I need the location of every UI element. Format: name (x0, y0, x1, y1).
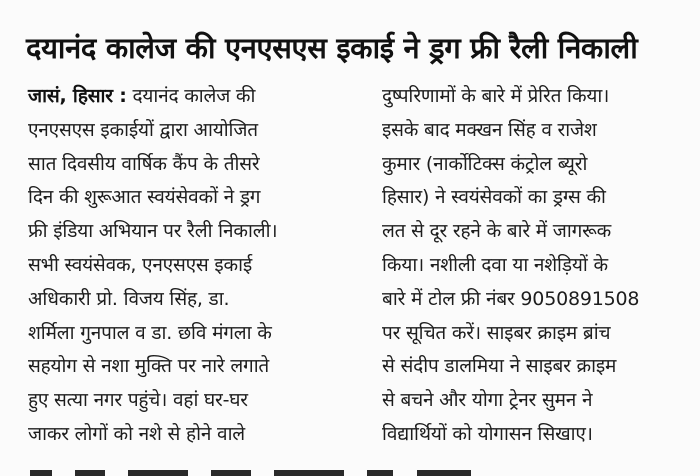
article-headline: दयानंद कालेज की एनएसएस इकाई ने ड्रग फ्री रैली निकाली (26, 31, 638, 65)
article-line: से संदीप डालमिया ने साइबर क्राइम (382, 355, 617, 378)
article-line: अधिकारी प्रो. विजय सिंह, डा. (28, 287, 230, 310)
cropped-glyph-stroke (274, 470, 344, 476)
article-column-left (28, 80, 358, 452)
cropped-glyph-stroke (367, 470, 393, 476)
cropped-glyph-stroke (417, 470, 471, 476)
article-line: कुमार (नार्कोटिक्स कंट्रोल ब्यूरो (382, 152, 588, 175)
article-line: जासं, हिसार : दयानंद कालेज की (28, 85, 256, 107)
article-column-right (382, 80, 687, 452)
cropped-glyph-stroke (128, 470, 188, 476)
article-line: दुष्परिणामों के बारे में प्रेरित किया। (382, 85, 610, 107)
article-line: सात दिवसीय वार्षिक कैंप के तीसरे (28, 152, 260, 175)
article-line: से बचने और योगा ट्रेनर सुमन ने (382, 389, 593, 412)
article-line: दिन की शुरूआत स्वयंसेवकों ने ड्रग (28, 186, 261, 209)
article-line: एनएसएस इकाईयों द्वारा आयोजित (28, 118, 258, 141)
article-byline: जासं, हिसार : (28, 85, 127, 107)
article-line: हिसार) ने स्वयंसेवकों का ड्रग्स की (382, 186, 606, 209)
article-line: फ्री इंडिया अभियान पर रैली निकाली। (28, 220, 278, 243)
article-line: सहयोग से नशा मुक्ति पर नारे लगाते (28, 355, 270, 378)
article-line: लत से दूर रहने के बारे में जागरूक (382, 220, 612, 243)
article-line: सभी स्वयंसेवक, एनएसएस इकाई (28, 253, 252, 276)
cropped-glyph-stroke (30, 470, 52, 476)
cropped-glyph-stroke (75, 470, 105, 476)
article-line: इसके बाद मक्खन सिंह व राजेश (382, 118, 597, 141)
article-line: किया। नशीली दवा या नशेड़ियों के (382, 253, 608, 276)
article-line: हुए सत्या नगर पहुंचे। वहां घर-घर (28, 389, 248, 412)
cropped-text-fragment-top (505, 0, 519, 4)
article-line: पर सूचित करें। साइबर क्राइम ब्रांच (382, 321, 611, 344)
cropped-glyph-stroke (211, 470, 251, 476)
article-line: बारे में टोल फ्री नंबर 9050891508 (382, 287, 640, 310)
article-line: विद्यार्थियों को योगासन सिखाए। (382, 422, 593, 445)
article-line: शर्मिला गुनपाल व डा. छवि मंगला के (28, 321, 272, 344)
cropped-text-fragment-bottom (30, 462, 670, 476)
article-line: जाकर लोगों को नशे से होने वाले (28, 422, 245, 445)
